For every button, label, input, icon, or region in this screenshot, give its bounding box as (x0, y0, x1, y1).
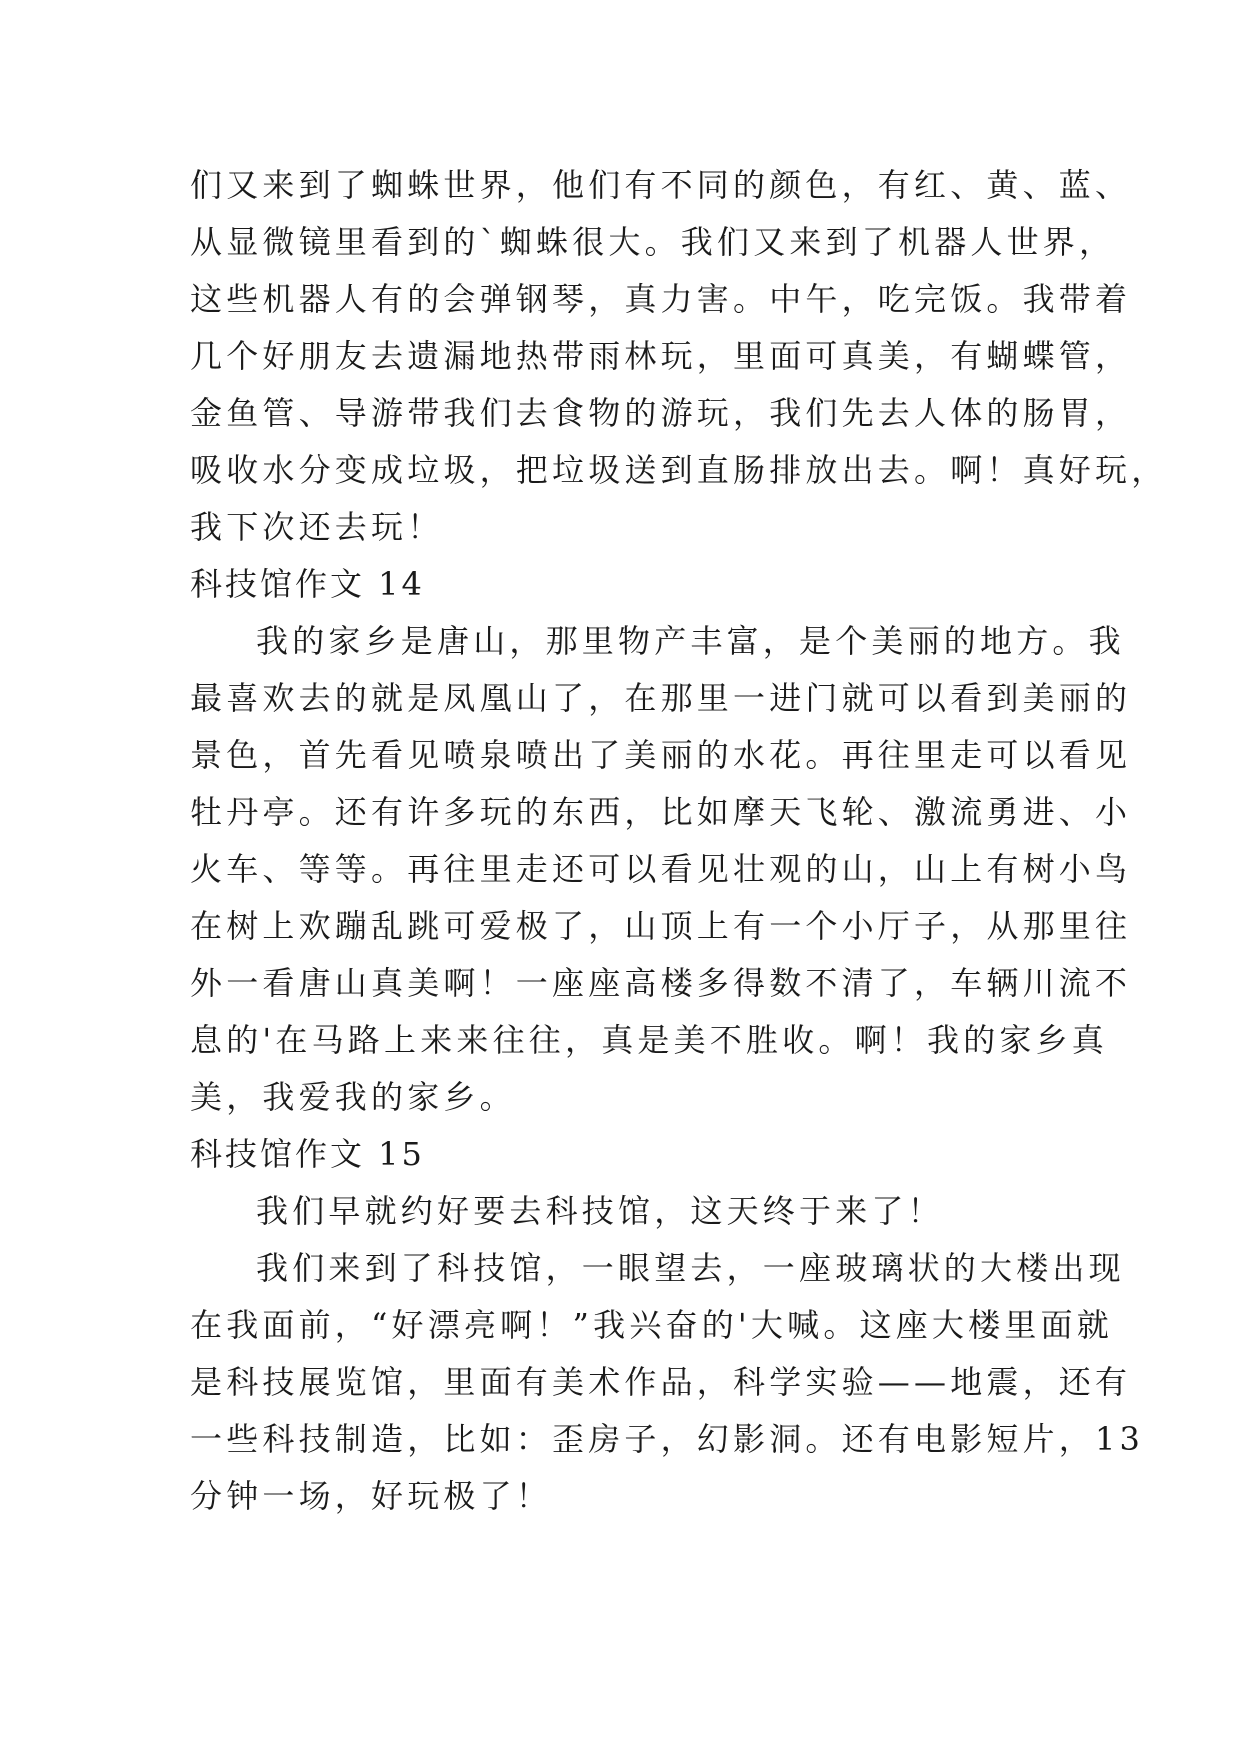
body-line: 我下次还去玩！ (190, 508, 444, 546)
body-line: 息的'在马路上来来往往，真是美不胜收。啊！我的家乡真 (190, 1021, 1108, 1059)
body-line: 在树上欢蹦乱跳可爱极了，山顶上有一个小厅子，从那里往 (190, 907, 1132, 945)
paragraph-start-line: 我们来到了科技馆，一眼望去，一座玻璃状的大楼出现 (256, 1249, 1125, 1287)
body-line: 几个好朋友去遗漏地热带雨林玩，里面可真美，有蝴蝶管， (190, 337, 1132, 375)
body-line: 最喜欢去的就是凤凰山了，在那里一进门就可以看到美丽的 (190, 679, 1132, 717)
body-line: 火车、等等。再往里走还可以看见壮观的山，山上有树小鸟 (190, 850, 1132, 888)
section-heading-14: 科技馆作文 14 (190, 565, 425, 603)
body-line: 美，我爱我的家乡。 (190, 1078, 516, 1116)
body-line: 景色，首先看见喷泉喷出了美丽的水花。再往里走可以看见 (190, 736, 1132, 774)
section-heading-15: 科技馆作文 15 (190, 1135, 425, 1173)
body-line: 分钟一场，好玩极了！ (190, 1477, 553, 1515)
body-line: 金鱼管、导游带我们去食物的游玩，我们先去人体的肠胃， (190, 394, 1132, 432)
body-line: 们又来到了蜘蛛世界，他们有不同的颜色，有红、黄、蓝、 (190, 166, 1132, 204)
body-line: 牡丹亭。还有许多玩的东西，比如摩天飞轮、激流勇进、小 (190, 793, 1132, 831)
body-line: 外一看唐山真美啊！一座座高楼多得数不清了，车辆川流不 (190, 964, 1132, 1002)
body-line: 是科技展览馆，里面有美术作品，科学实验——地震，还有 (190, 1363, 1132, 1401)
body-line: 这些机器人有的会弹钢琴，真力害。中午，吃完饭。我带着 (190, 280, 1132, 318)
paragraph-start-line: 我们早就约好要去科技馆，这天终于来了！ (256, 1192, 944, 1230)
body-line: 在我面前，“好漂亮啊！”我兴奋的'大喊。这座大楼里面就 (190, 1306, 1113, 1344)
body-line: 一些科技制造，比如：歪房子，幻影洞。还有电影短片，13 (190, 1420, 1145, 1458)
body-line: 吸收水分变成垃圾，把垃圾送到直肠排放出去。啊！真好玩， (190, 451, 1168, 489)
body-line: 从显微镜里看到的`蜘蛛很大。我们又来到了机器人世界， (190, 223, 1116, 261)
paragraph-start-line: 我的家乡是唐山，那里物产丰富，是个美丽的地方。我 (256, 622, 1125, 660)
